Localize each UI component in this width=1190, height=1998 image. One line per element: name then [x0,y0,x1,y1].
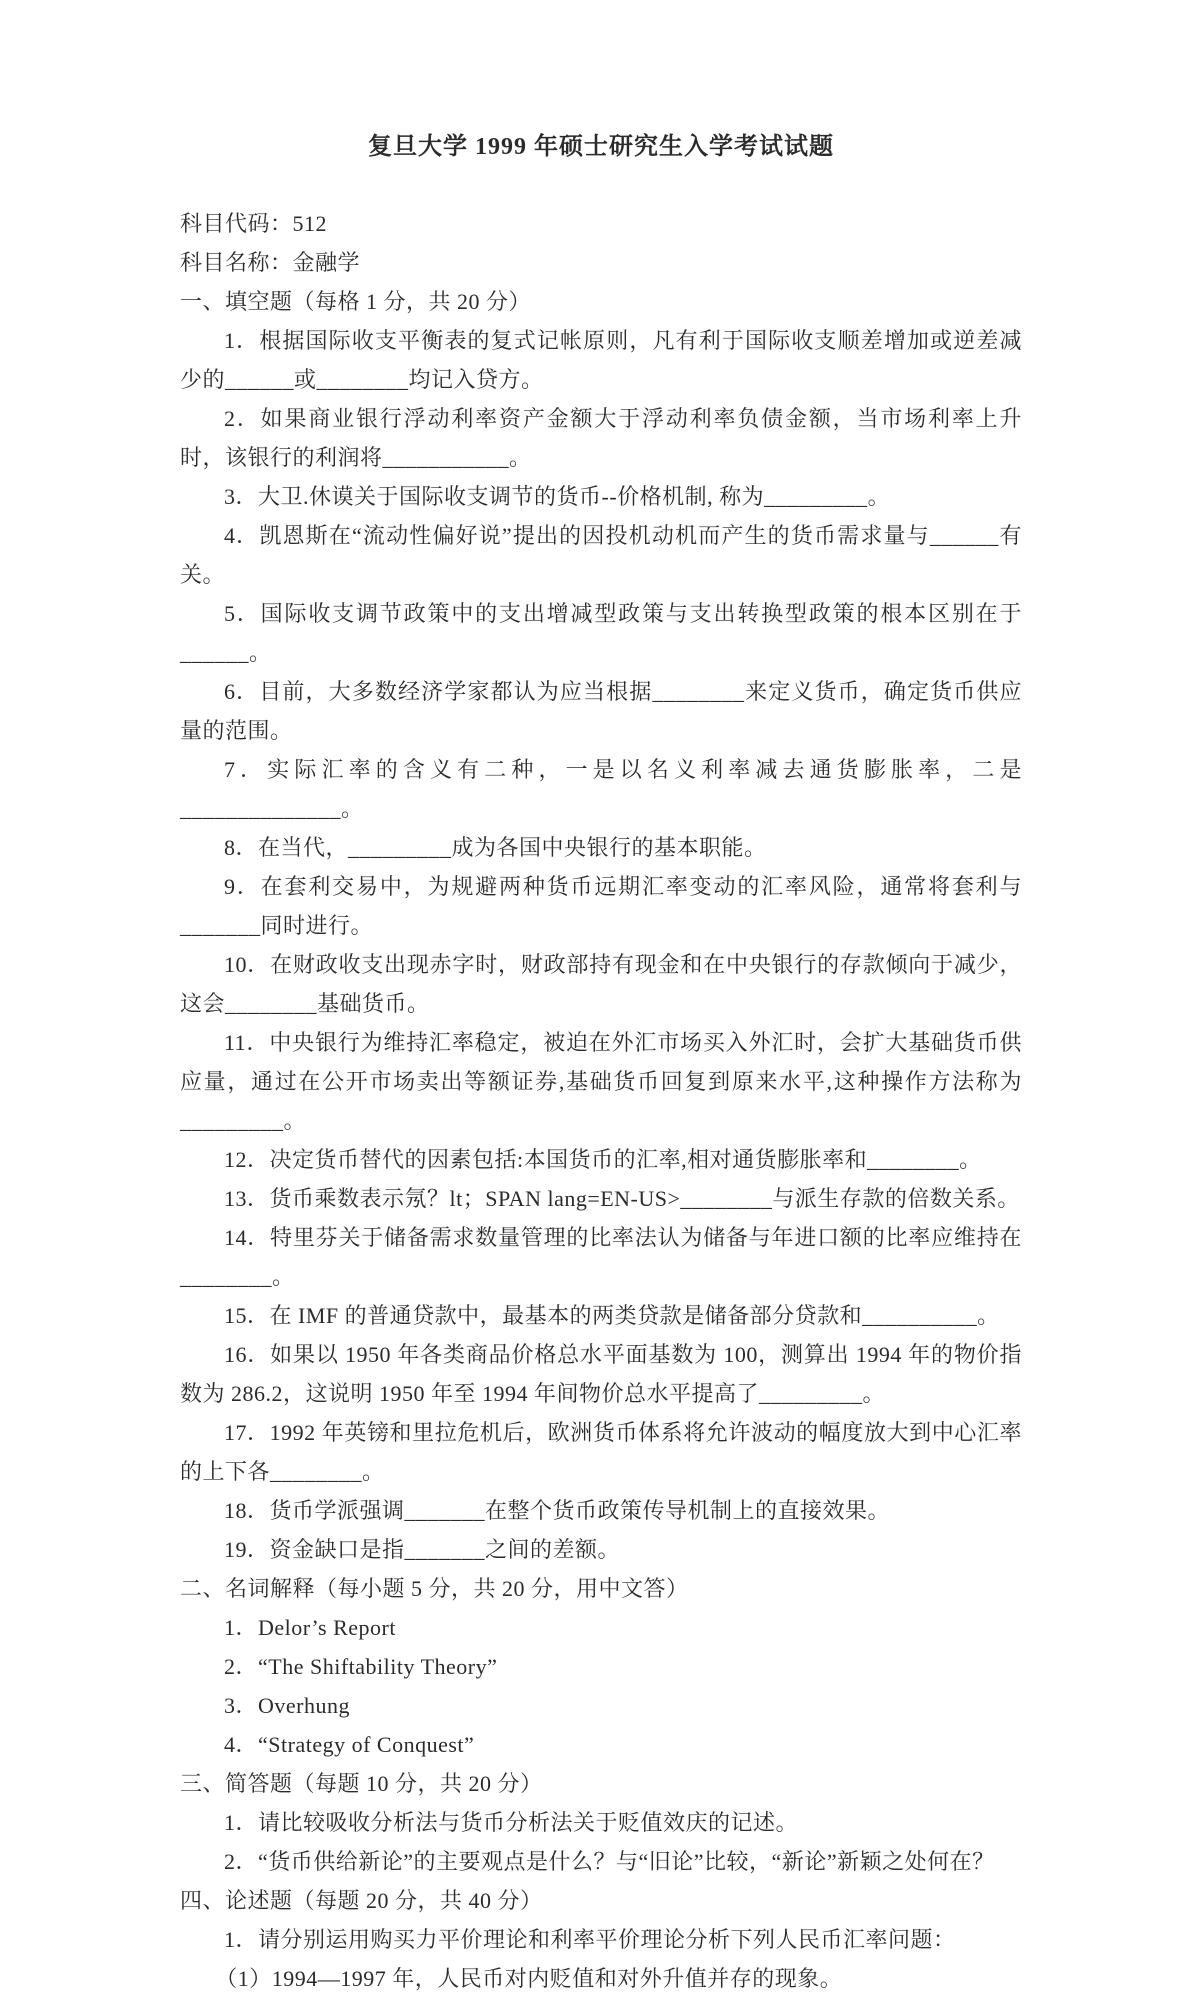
fill-blank-question-7: 7．实际汇率的含义有二种，一是以名义利率减去通货膨胀率，二是______________。 [180,757,1022,821]
fill-blank-question-19: 19．资金缺口是指_______之间的差额。 [224,1537,621,1562]
essay-question-1-sub-1: （1）1994—1997 年，人民币对内贬值和对外升值并存的现象。 [215,1966,843,1991]
term-item-1: 1．Delor’s Report [224,1615,396,1640]
section-heading-short-answer: 三、简答题（每题 10 分，共 20 分） [180,1771,543,1796]
fill-blank-question-6: 6．目前，大多数经济学家都认为应当根据________来定义货币，确定货币供应量的范围。 [180,679,1022,743]
short-answer-question-1: 1．请比较吸收分析法与货币分析法关于贬值效庆的记述。 [224,1810,799,1835]
term-item-4: 4．“Strategy of Conquest” [224,1732,475,1757]
fill-blank-question-18: 18．货币学派强调_______在整个货币政策传导机制上的直接效果。 [224,1498,891,1523]
fill-blank-question-13: 13．货币乘数表示氖？lt；SPAN lang=EN-US>________与派生存款的倍数关系。 [224,1186,1020,1211]
term-item-2: 2．“The Shiftability Theory” [224,1654,498,1679]
fill-blank-question-9: 9．在套利交易中，为规避两种货币远期汇率变动的汇率风险，通常将套利与_______同时进行。 [180,874,1022,938]
fill-blank-question-2: 2．如果商业银行浮动利率资产金额大于浮动利率负债金额，当市场利率上升时，该银行的利润将___________。 [180,406,1022,470]
fill-blank-question-1: 1．根据国际收支平衡表的复式记帐原则，凡有利于国际收支顺差增加或逆差减少的______或________均记入贷方。 [180,328,1022,392]
essay-question-1: 1．请分别运用购买力平价理论和利率平价理论分析下列人民币汇率问题： [224,1927,956,1952]
term-item-3: 3．Overhung [224,1693,350,1718]
fill-blank-question-12: 12．决定货币替代的因素包括:本国货币的汇率,相对通货膨胀率和________。 [224,1147,982,1172]
fill-blank-question-16: 16．如果以 1950 年各类商品价格总水平面基数为 100，测算出 1994 年的物价指数为 286.2，这说明 1950 年至 1994 年间物价总水平提高了_________。 [180,1342,1022,1406]
section-heading-terms: 二、名词解释（每小题 5 分，共 20 分，用中文答） [180,1576,689,1601]
short-answer-question-2: 2．“货币供给新论”的主要观点是什么？与“旧论”比较，“新论”新颖之处何在？ [224,1849,995,1874]
fill-blank-question-3: 3．大卫.休谟关于国际收支调节的货币--价格机制, 称为_________。 [224,484,891,509]
fill-blank-question-5: 5．国际收支调节政策中的支出增减型政策与支出转换型政策的根本区别在于______。 [180,601,1022,665]
section-heading-fill-in-blanks: 一、填空题（每格 1 分，共 20 分） [180,289,532,314]
subject-code-line: 科目代码：512 [180,211,328,236]
subject-name-line: 科目名称：金融学 [180,250,361,275]
fill-blank-question-4: 4．凯恩斯在“流动性偏好说”提出的因投机动机而产生的货币需求量与______有关。 [180,523,1022,587]
fill-blank-question-15: 15．在 IMF 的普通贷款中，最基本的两类贷款是储备部分贷款和__________。 [224,1303,1000,1328]
fill-blank-question-11: 11．中央银行为维持汇率稳定，被迫在外汇市场买入外汇时，会扩大基础货币供应量，通过在公开市场卖出等额证券,基础货币回复到原来水平,这种操作方法称为_________。 [180,1030,1022,1133]
fill-blank-question-14: 14．特里芬关于储备需求数量管理的比率法认为储备与年进口额的比率应维持在________。 [180,1225,1022,1289]
fill-blank-question-8: 8．在当代，_________成为各国中央银行的基本职能。 [224,835,767,860]
fill-blank-question-17: 17．1992 年英镑和里拉危机后，欧洲货币体系将允许波动的幅度放大到中心汇率的上下各________。 [180,1420,1022,1484]
fill-blank-question-10: 10．在财政收支出现赤字时，财政部持有现金和在中央银行的存款倾向于减少，这会________基础货币。 [180,952,1022,1016]
section-heading-essay: 四、论述题（每题 20 分，共 40 分） [180,1888,543,1913]
page-title: 复旦大学 1999 年硕士研究生入学考试试题 [368,134,834,160]
